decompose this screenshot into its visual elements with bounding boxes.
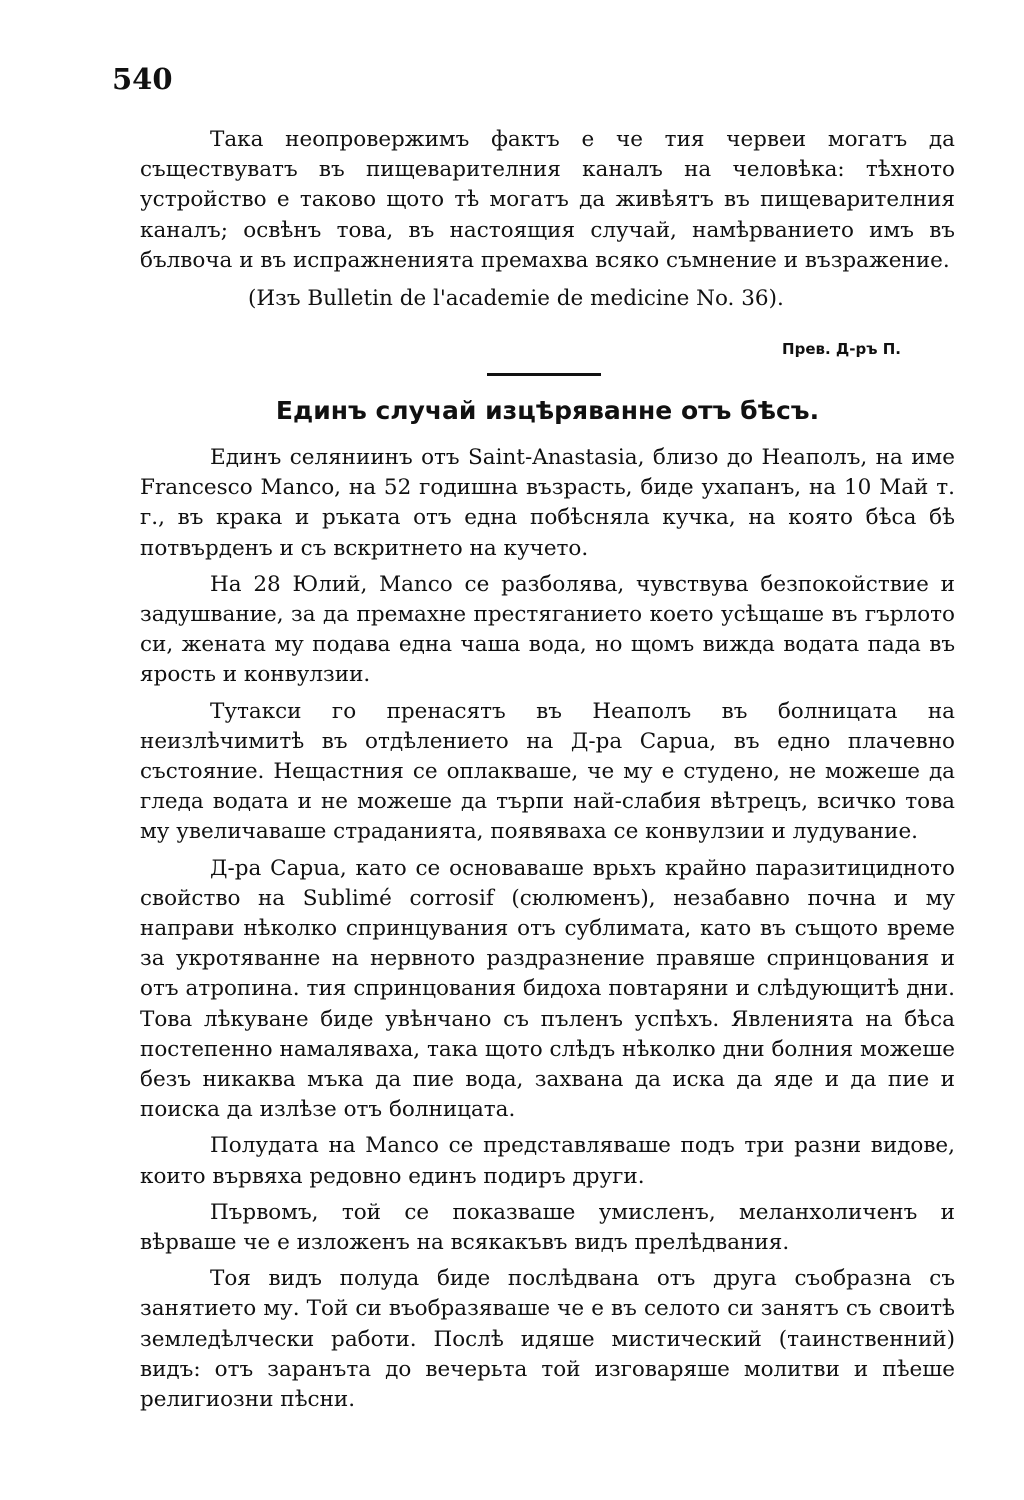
article-paragraph: Полудата на Manco се представляваше подъ три разни видове, които вървяха редовно единъ подиръ други. <box>140 1133 955 1189</box>
article-body <box>140 443 955 1421</box>
translator-signature: Прев. Д-ръ П. <box>782 340 901 358</box>
article-title: Единъ случай изцѣряванне отъ бѣсъ. <box>275 396 820 425</box>
article-paragraph: Единъ селяниинъ отъ Saint-Anastasia, близо до Неаполъ, на име Francesco Manco, на 52 годишна възрасть, биде ухапанъ, на 10 Май т. г., въ крака и ръката отъ една побѣсняла кучка, на която бѣса бѣ потвърденъ и съ вскритнето на кучето. <box>140 445 955 561</box>
article-paragraph: Д-ра Capua, като се основаваше врьхъ крайно паразитицидното свойство на Sublimé corrosif (сюлюменъ), незабавно почна и му направи нѣколко спринцувания отъ сублимата, като въ същото време за укротяванне на нервното раздразнение правяше спринцования и отъ атропина. тия спринцования бидоха повтаряни и слѣдующитѣ дни. Това лѣкуване биде увѣнчано съ пъленъ успѣхъ. Явленията на бѣса постепенно намаляваха, така щото слѣдъ нѣколко дни болния можеше безъ никаква мъка да пие вода, захвана да иска да яде и да пие и поиска да излѣзе отъ болницата. <box>140 855 955 1123</box>
article-paragraph: На 28 Юлий, Manco се разболява, чувствува безпокойствие и задушвание, за да премахне престяганието което усѣщаше въ гърлото си, жената му подава една чаша вода, но щомъ вижда водата пада въ ярость и конвулзии. <box>140 571 955 688</box>
article-paragraph: Тутакси го пренасятъ въ Неаполъ въ болницата на неизлѣчимитѣ въ отдѣлението на Д-ра Capua, въ едно плачевно състояние. Нещастния се оплакваше, че му е студено, не можеше да гледа водата и не можеше да търпи най-слабия вѣтрецъ, всичко това му увеличаваше страданията, появяваха се конвулзии и лудувание. <box>140 698 955 845</box>
intro-block <box>140 125 955 276</box>
source-citation: (Изъ Bulletin de l'academie de medicine No. 36). <box>248 286 784 311</box>
page-number: 540 <box>112 62 173 96</box>
article-paragraph: Тоя видъ полуда биде послѣдвана отъ друга съобразна съ занятието му. Той си въобразяваше че е въ селото си занятъ съ своитѣ землeдѣлчески работи. Послѣ идяше мистический (таинственний) видъ: отъ заранъта до вечерьта той изговаряше молитви и пѣеше религиозни пѣсни. <box>140 1266 955 1413</box>
article-paragraph: Първомъ, той се показваше умисленъ, меланхоличенъ и вѣрваше че е изложенъ на всякакъвъ видъ прелѣдвания. <box>140 1199 955 1256</box>
intro-paragraph: Така неопровержимъ фактъ е че тия червеи могатъ да съществуватъ въ пищеварителния каналъ на человѣка: тѣхното устройство е таково щото тѣ могатъ да живѣятъ въ пищеварителния каналъ; освѣнъ това, въ настоящия случай, намѣрванието имъ въ бълвоча и въ испражненията премахва всяко съмнение и възражение. <box>140 127 955 273</box>
section-divider <box>487 373 601 376</box>
